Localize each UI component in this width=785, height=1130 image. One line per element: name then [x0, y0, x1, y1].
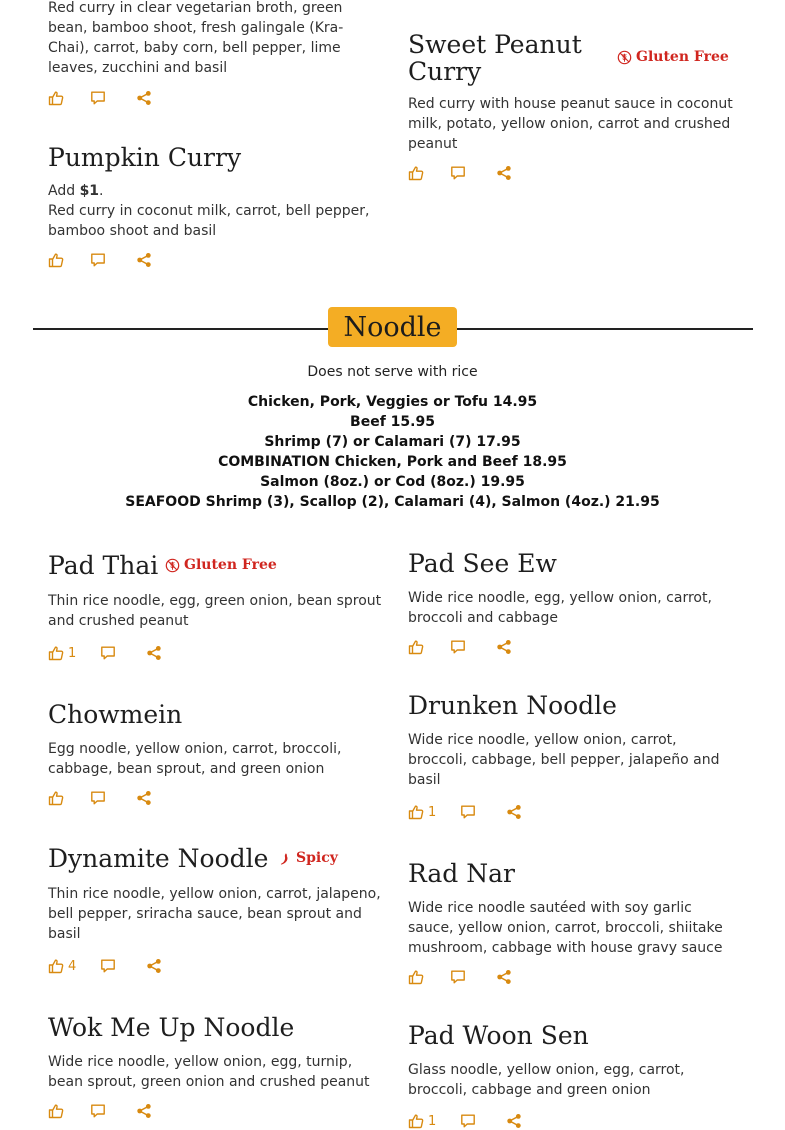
dish-description: [48, 884, 388, 944]
comment-icon: [450, 639, 466, 655]
desc-line: Wide rice noodle, egg, yellow onion, carrot,: [408, 590, 712, 606]
dish-actions: [48, 251, 152, 269]
dish-actions: [48, 789, 152, 807]
dish-title: Pumpkin Curry: [48, 143, 242, 172]
dish-title: Wok Me Up Noodle: [48, 1013, 295, 1042]
thumbs-up-icon: [48, 90, 64, 106]
desc-line: Thin rice noodle, yellow onion, carrot, jalapeno,: [48, 886, 381, 902]
dish-actions: [48, 957, 162, 975]
partial-dish-actions: [48, 89, 152, 107]
desc-line: bean sprout, green onion and crushed peanut: [48, 1074, 370, 1090]
share-icon: [146, 958, 162, 974]
desc-line: Wide rice noodle sautéed with soy garlic: [408, 900, 692, 916]
comment-button[interactable]: [100, 645, 116, 661]
price-line: Shrimp (7) or Calamari (7) 17.95: [264, 434, 521, 450]
like-button[interactable]: [48, 1103, 64, 1119]
add-price: $1: [79, 183, 100, 199]
share-icon: [136, 90, 152, 106]
comment-icon: [100, 958, 116, 974]
thumbs-up-icon: [408, 1113, 424, 1129]
dish-description: [408, 1060, 753, 1100]
share-icon: [136, 1103, 152, 1119]
desc-line: Red curry with house peanut sauce in coconut: [408, 96, 733, 112]
thumbs-up-icon: [48, 1103, 64, 1119]
desc-line: Wide rice noodle, yellow onion, egg, turnip,: [48, 1054, 353, 1070]
like-button[interactable]: [48, 90, 64, 106]
dish-description: [408, 730, 753, 790]
comment-button[interactable]: [450, 639, 466, 655]
dish-description: [408, 94, 753, 154]
dish-title: Chowmein: [48, 700, 183, 729]
chili-icon: [277, 851, 292, 866]
dish-description: [48, 1052, 388, 1092]
dish-title: Rad Nar: [408, 859, 515, 888]
price-line: Beef 15.95: [350, 414, 435, 430]
gluten-free-badge: [617, 49, 729, 65]
dish-add-on: [48, 181, 388, 201]
price-line: SEAFOOD Shrimp (3), Scallop (2), Calamari (4), Salmon (4oz.) 21.95: [125, 494, 660, 510]
badge-label: Gluten Free: [636, 49, 729, 65]
desc-line: basil: [408, 772, 441, 788]
like-button[interactable]: [48, 252, 64, 268]
desc-line: bamboo shoot and basil: [48, 223, 217, 239]
add-prefix: Add: [48, 183, 80, 199]
desc-line: Chai), carrot, baby corn, bell pepper, lime: [48, 40, 341, 56]
share-button[interactable]: [136, 252, 152, 268]
gluten-free-badge: [165, 557, 277, 573]
thumbs-up-icon: [48, 958, 64, 974]
share-button[interactable]: [506, 804, 522, 820]
comment-icon: [90, 790, 106, 806]
share-button[interactable]: [496, 969, 512, 985]
desc-line: Red curry in coconut milk, carrot, bell pepper,: [48, 203, 370, 219]
comment-icon: [460, 1113, 476, 1129]
desc-line: bell pepper, sriracha sauce, bean sprout and: [48, 906, 362, 922]
like-count: 1: [68, 645, 77, 661]
comment-button[interactable]: [450, 969, 466, 985]
like-button[interactable]: [48, 958, 76, 974]
spicy-badge: [277, 850, 338, 866]
price-line: COMBINATION Chicken, Pork and Beef 18.95: [218, 454, 567, 470]
comment-button[interactable]: [90, 790, 106, 806]
thumbs-up-icon: [408, 804, 424, 820]
dish-description: [48, 201, 388, 241]
desc-line: broccoli, cabbage, bell pepper, jalapeño and: [408, 752, 720, 768]
badge-label: Spicy: [296, 850, 338, 866]
thumbs-up-icon: [408, 165, 424, 181]
comment-icon: [460, 804, 476, 820]
like-button[interactable]: [48, 790, 64, 806]
share-icon: [496, 969, 512, 985]
dish-title: [408, 31, 582, 85]
section-title: Noodle: [328, 307, 457, 347]
desc-line: peanut: [408, 136, 458, 152]
like-count: 4: [68, 958, 77, 974]
thumbs-up-icon: [408, 639, 424, 655]
section-divider-right: [457, 328, 753, 330]
title-line: Curry: [408, 57, 482, 86]
like-button[interactable]: [408, 639, 424, 655]
share-icon: [496, 165, 512, 181]
like-button[interactable]: [48, 645, 76, 661]
dish-description: [408, 588, 753, 628]
desc-line: and crushed peanut: [48, 613, 189, 629]
desc-line: cabbage, bean sprout, and green onion: [48, 761, 325, 777]
dish-title: Pad Woon Sen: [408, 1021, 589, 1050]
price-list: [0, 392, 785, 512]
dish-actions: [48, 644, 162, 662]
dish-actions: [408, 803, 522, 821]
thumbs-up-icon: [48, 790, 64, 806]
like-count: 1: [428, 804, 437, 820]
share-button[interactable]: [136, 90, 152, 106]
comment-button[interactable]: [460, 1113, 476, 1129]
share-icon: [506, 804, 522, 820]
thumbs-up-icon: [408, 969, 424, 985]
desc-line: sauce, yellow onion, carrot, broccoli, shiitake: [408, 920, 723, 936]
comment-button[interactable]: [460, 804, 476, 820]
partial-dish-description: [48, 0, 388, 78]
dish-actions: [408, 164, 512, 182]
desc-line: Glass noodle, yellow onion, egg, carrot,: [408, 1062, 685, 1078]
like-button[interactable]: [408, 1113, 436, 1129]
share-button[interactable]: [136, 1103, 152, 1119]
desc-line: Thin rice noodle, egg, green onion, bean sprout: [48, 593, 382, 609]
title-line: Sweet Peanut: [408, 30, 582, 59]
gluten-free-icon: [165, 558, 180, 573]
dish-title: Pad See Ew: [408, 549, 557, 578]
comment-button[interactable]: [100, 958, 116, 974]
dish-title: Dynamite Noodle: [48, 844, 269, 873]
badge-label: Gluten Free: [184, 557, 277, 573]
dish-description: [408, 898, 753, 958]
share-button[interactable]: [146, 958, 162, 974]
share-button[interactable]: [496, 639, 512, 655]
share-button[interactable]: [506, 1113, 522, 1129]
comment-button[interactable]: [450, 165, 466, 181]
share-button[interactable]: [136, 790, 152, 806]
desc-line: Red curry in clear vegetarian broth, green: [48, 0, 343, 16]
comment-icon: [100, 645, 116, 661]
share-icon: [146, 645, 162, 661]
desc-line: bean, bamboo shoot, fresh galingale (Kra-: [48, 20, 344, 36]
desc-line: mushroom, cabbage with house gravy sauce: [408, 940, 723, 956]
share-icon: [506, 1113, 522, 1129]
desc-line: broccoli and cabbage: [408, 610, 559, 626]
comment-button[interactable]: [90, 90, 106, 106]
dish-description: [48, 739, 388, 779]
price-line: Chicken, Pork, Veggies or Tofu 14.95: [247, 394, 538, 410]
section-divider-left: [33, 328, 328, 330]
dish-actions: [408, 1112, 522, 1130]
comment-button[interactable]: [90, 1103, 106, 1119]
desc-line: Egg noodle, yellow onion, carrot, broccoli,: [48, 741, 342, 757]
desc-line: milk, potato, yellow onion, carrot and crushed: [408, 116, 731, 132]
comment-icon: [450, 969, 466, 985]
like-button[interactable]: [408, 969, 424, 985]
section-note: Does not serve with rice: [307, 364, 478, 380]
dish-actions: [408, 968, 512, 986]
dish-actions: [48, 1102, 152, 1120]
share-button[interactable]: [146, 645, 162, 661]
comment-button[interactable]: [90, 252, 106, 268]
thumbs-up-icon: [48, 252, 64, 268]
desc-line: leaves, zucchini and basil: [48, 60, 228, 76]
share-icon: [496, 639, 512, 655]
desc-line: Wide rice noodle, yellow onion, carrot,: [408, 732, 677, 748]
price-line: Salmon (8oz.) or Cod (8oz.) 19.95: [260, 474, 525, 490]
desc-line: basil: [48, 926, 81, 942]
desc-line: broccoli, cabbage and green onion: [408, 1082, 651, 1098]
comment-icon: [90, 1103, 106, 1119]
dish-description: [48, 591, 388, 631]
like-button[interactable]: [408, 165, 424, 181]
thumbs-up-icon: [48, 645, 64, 661]
share-icon: [136, 790, 152, 806]
comment-icon: [90, 90, 106, 106]
dish-title: Pad Thai: [48, 551, 159, 580]
share-icon: [136, 252, 152, 268]
dish-actions: [408, 638, 512, 656]
comment-icon: [450, 165, 466, 181]
gluten-free-icon: [617, 50, 632, 65]
like-count: 1: [428, 1113, 437, 1129]
like-button[interactable]: [408, 804, 436, 820]
add-suffix: .: [99, 183, 104, 199]
comment-icon: [90, 252, 106, 268]
share-button[interactable]: [496, 165, 512, 181]
dish-title: Drunken Noodle: [408, 691, 617, 720]
